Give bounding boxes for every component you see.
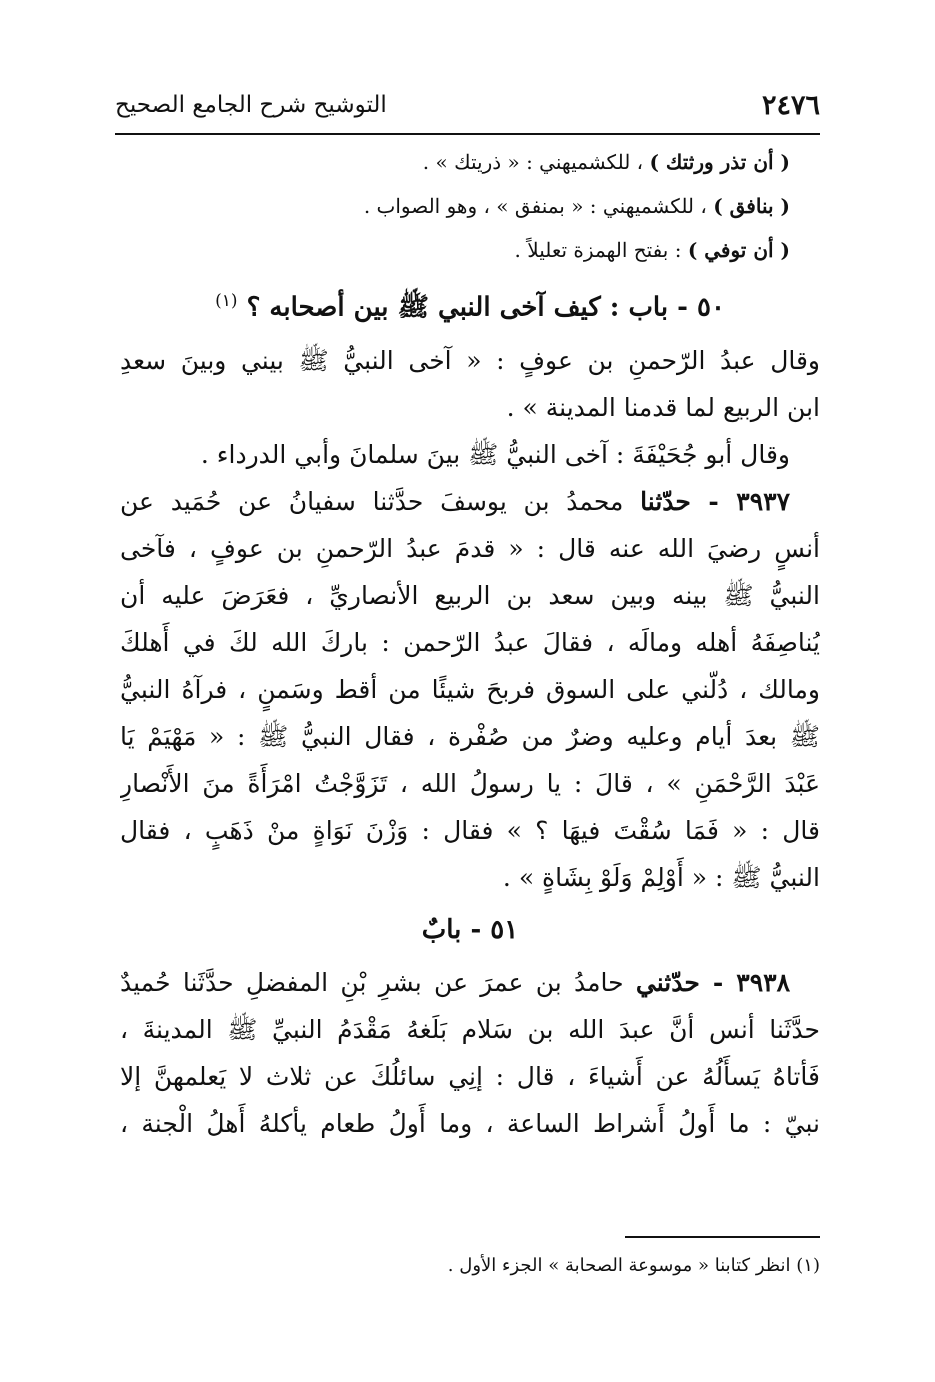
hadith-3937-line-6: ﷺ بعدَ أيام وعليه وضرٌ من صُفْرة ، فقال النبيُّ ﷺ : « مَهْيَمْ يَا [120,721,820,751]
page-body [120,140,820,1147]
hadith-3937-line-1 [120,478,820,525]
note-lemma: ( بنافق ) [713,194,790,218]
page-number: ٢٤٧٦ [761,90,820,121]
hadith-3937-line-3: النبيُّ ﷺ بينه وبين سعد بن الربيع الأنصاريِّ ، فعَرَضَ عليه أن [120,580,820,610]
hadith-3938-number: ٣٩٣٨ - حدّثني [635,967,790,997]
hadith-3937-line-7: عَبْدَ الرَّحْمَنِ » ، قالَ : يا رسولُ الله ، تَزَوَّجْتُ امْرَأَةً منَ الأَنْصارِ [120,768,820,798]
note-text: : بفتح الهمزة تعليلاً . [514,238,682,262]
chapter-50-title: ٥٠ - باب : كيف آخى النبي ﷺ بين أصحابه ؟ [246,292,725,323]
hadith-3938-line-1 [120,959,820,1006]
hadith-3937-line-5: ومالك ، دُلّني على السوق فربحَ شيئًا من أقط وسَمنٍ ، فرآهُ النبيُّ [120,674,820,704]
hadith-3938-line-3: فَأتاهُ يَسأَلُهُ عن أَشياءَ ، قال : إنِي سائلُكَ عن ثلاث لا يَعلمهنَّ إلا [120,1061,820,1091]
hadith-3937-number: ٣٩٣٧ - حدّثنا [640,486,790,516]
footnote-reference: (١) [215,291,238,311]
hadith-3937-line-4: يُناصِفَهُ أهله ومالَه ، فقالَ عبدُ الرّحمن : باركَ الله لكَ في أَهلكَ [120,627,820,657]
note-lemma: ( أن تذر ورثتك ) [649,150,790,174]
note-text: ، للكشميهني : « بمنفق » ، وهو الصواب . [363,194,707,218]
hadith-3938-line-2: حدَّثَنا أنس أنَّ عبدَ الله بن سَلام بَلَغهُ مَقْدَمُ النبيِّ ﷺ المدينةَ ، [120,1014,820,1044]
footnote: (١) انظر كتابنا « موسوعة الصحابة » الجزء الأول . [447,1255,820,1276]
para-1-line-1: وقال عبدُ الرّحمنِ بن عوفٍ : « آخى النبيُّ ﷺ بيني وبينَ سعدِ [120,345,820,375]
hadith-3937-line-9: النبيُّ ﷺ : « أَوْلِمْ وَلَوْ بِشَاةٍ » . [502,862,820,892]
note-text: ، للكشميهني : « ذريتك » . [422,150,644,174]
hadith-3938-text: حامدُ بن عمرَ عن بشرِ بْنِ المفضلِ حدَّثَنا حُميدٌ [120,967,624,997]
hadith-3937-text: محمدُ بن يوسفَ حدَّثنا سفيانُ عن حُمَيد عن [120,486,624,516]
note-lemma: ( أن توفي ) [687,238,790,262]
hadith-3938-line-4: نبيّ : ما أَولُ أَشراط الساعة ، وما أَولُ طعام يأكلهُ أَهلُ الْجنة ، [120,1108,820,1138]
commentary-note-1 [120,140,820,184]
footnote-rule [625,1236,820,1238]
hadith-3937-line-8: قال : « فَمَا سُقْتَ فيهَا ؟ » فقال : وَزْنَ نَوَاةٍ منْ ذَهَبٍ ، فقال [120,815,820,845]
para-2-line-1: وقال أبو جُحَيْفَةَ : آخى النبيُّ ﷺ بينَ سلمانَ وأبي الدرداء . [200,439,790,469]
header-rule [115,133,820,135]
commentary-note-3 [120,228,820,272]
para-1-line-2: ابن الربيع لما قدمنا المدينة » . [506,392,820,422]
hadith-3937-line-2: أنسٍ رضيَ الله عنه قال : « قدمَ عبدُ الرّحمنِ بن عوفٍ ، فآخى [120,533,820,563]
page-header [115,86,820,130]
commentary-note-2 [120,184,820,228]
chapter-51-heading: ٥١ - بابٌ [421,914,519,945]
chapter-50-heading [120,272,820,337]
running-title: التوشيح شرح الجامع الصحيح [115,92,387,118]
